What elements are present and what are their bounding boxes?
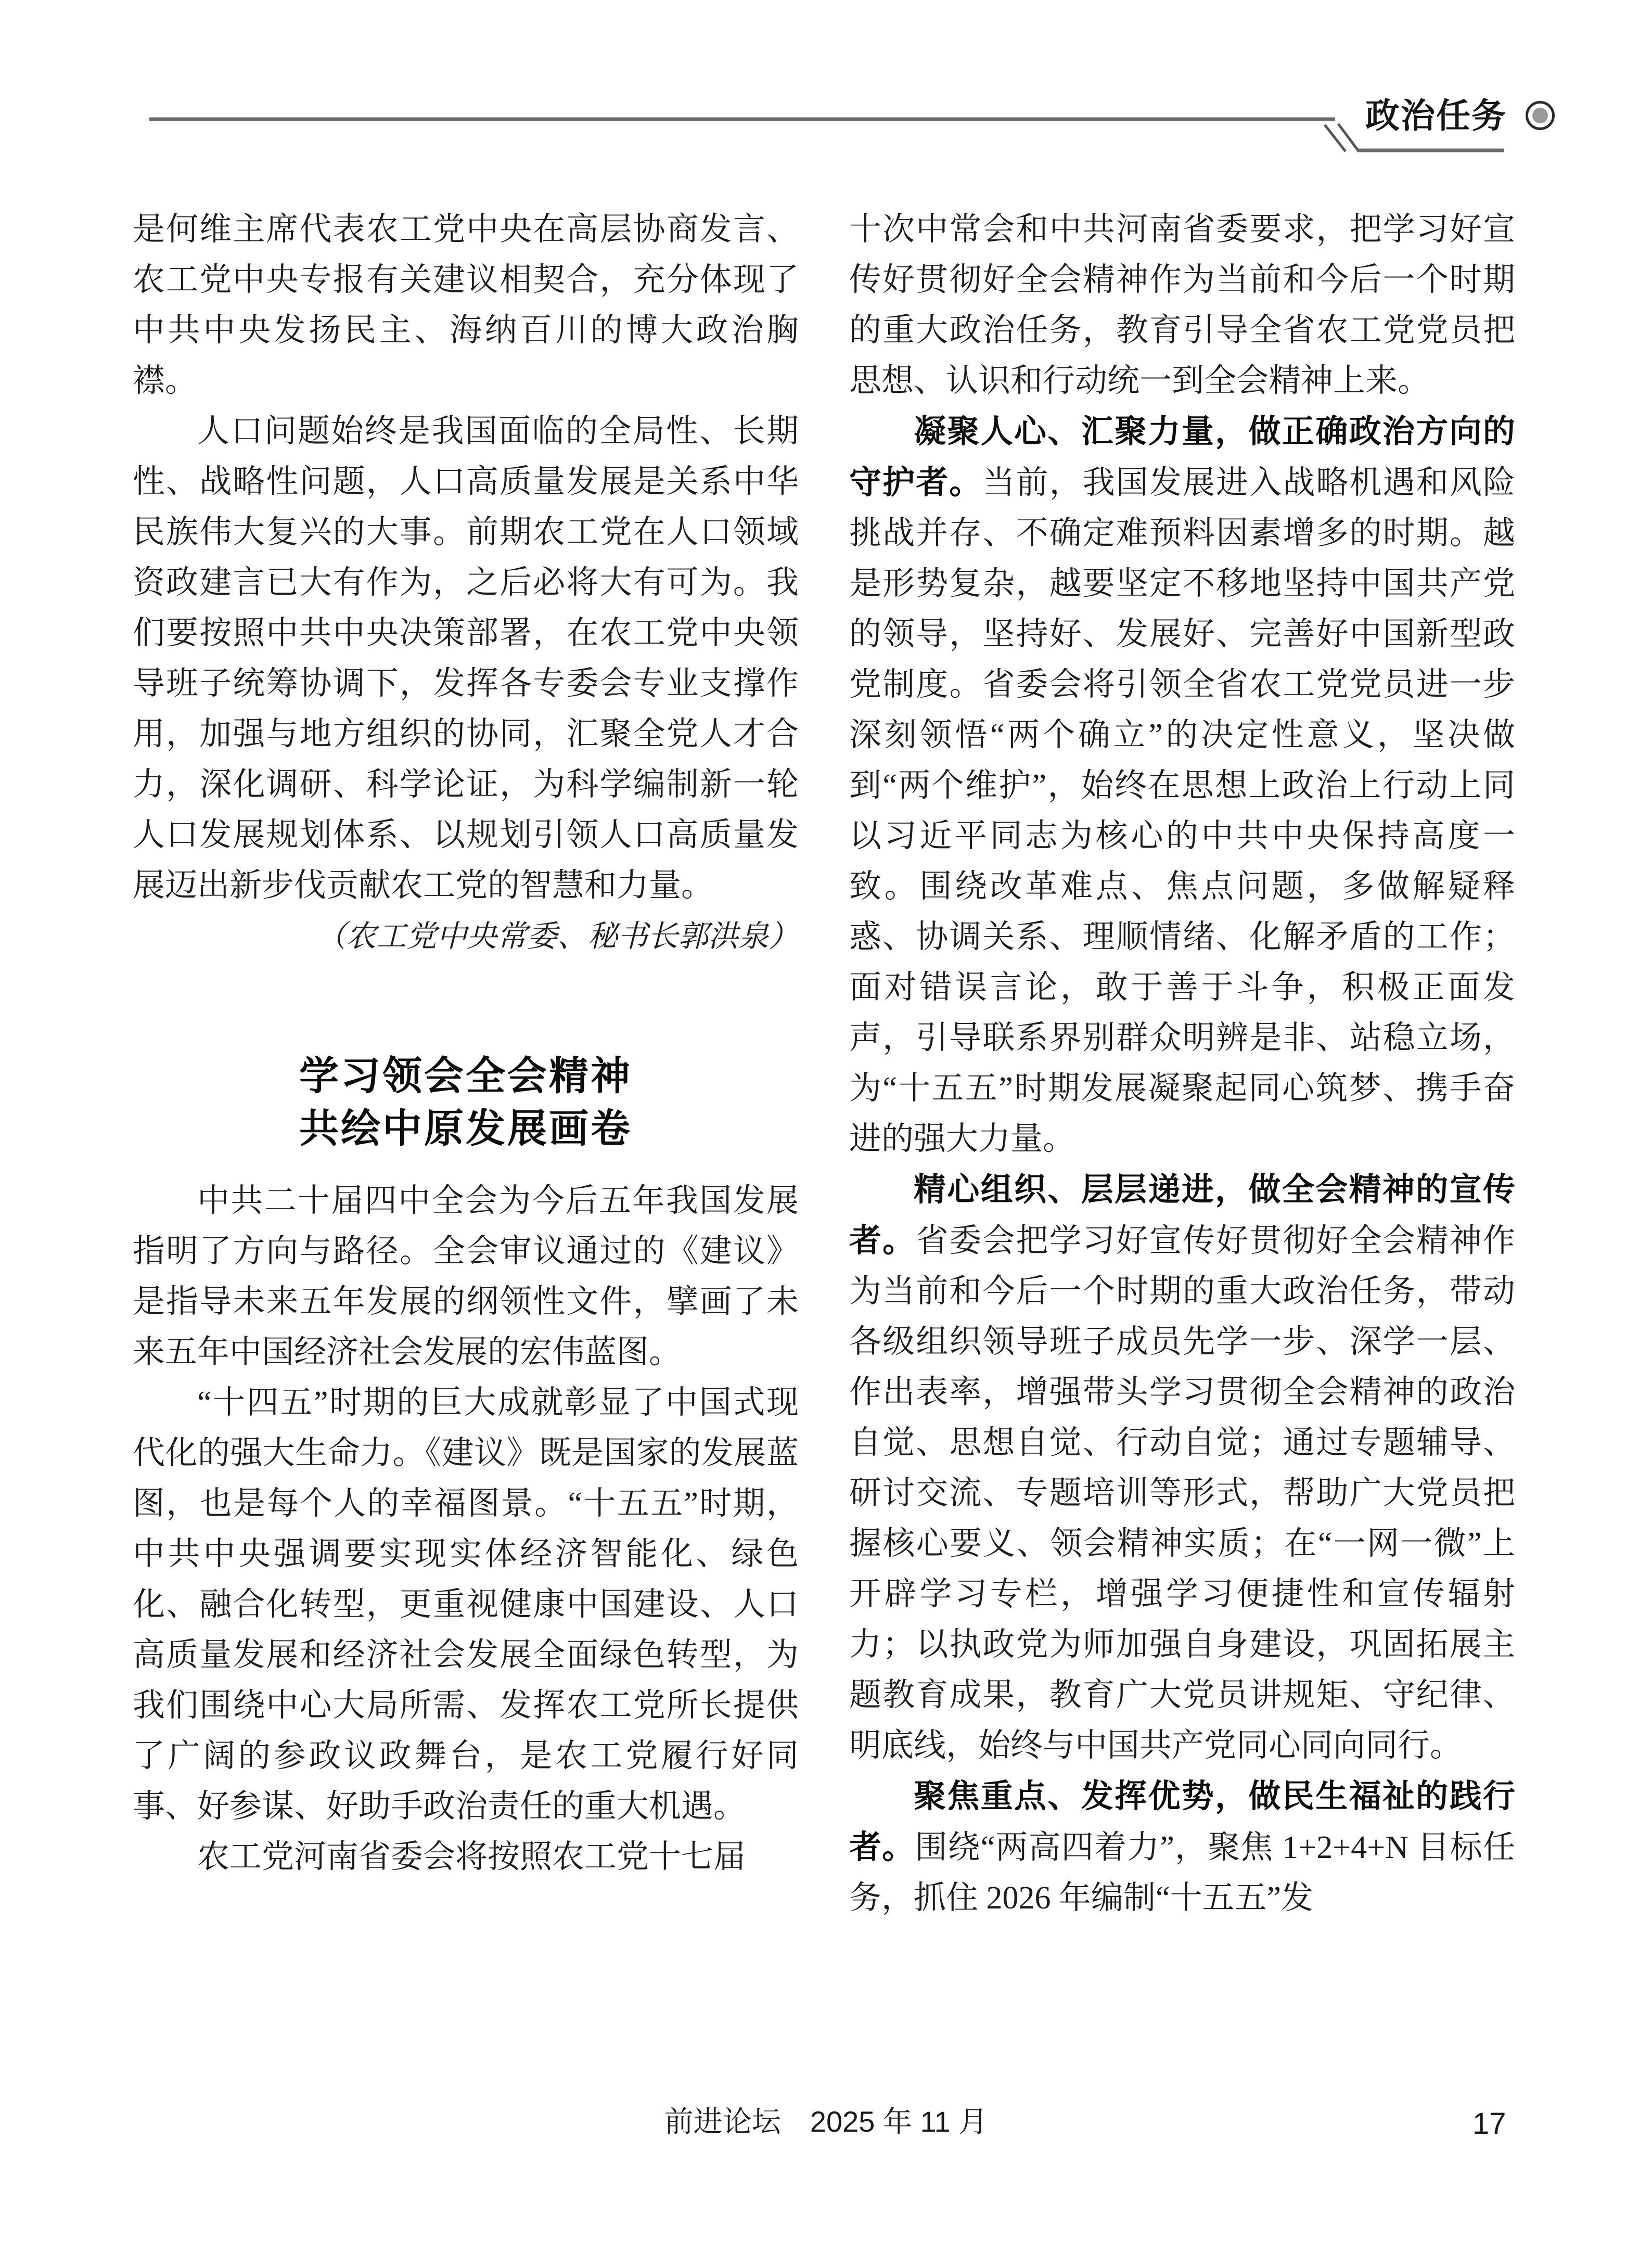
section-title: 政治任务 [1365, 95, 1507, 136]
section-bullseye-icon [1526, 101, 1555, 130]
author-signature: （农工党中央常委、秘书长郭洪泉） [315, 919, 799, 953]
issue-date: 2025 年 11 月 [810, 2105, 988, 2138]
paragraph-bold-lead: 凝聚人心、汇聚力量，做正确政治方向的守护者。 [849, 414, 1515, 501]
right-column [849, 204, 1515, 1924]
bullseye-dot [1532, 108, 1548, 123]
article-heading-line1: 学习领会全会精神 [299, 1054, 632, 1098]
article-heading [133, 1050, 799, 1155]
paragraph-bold-lead: 聚焦重点、发挥优势，做民生福祉的践行者。 [849, 1778, 1515, 1865]
paragraph [849, 406, 1515, 1164]
left-column [133, 204, 799, 1882]
footer [664, 2106, 988, 2137]
paragraph: 十次中常会和中共河南省委要求，把学习好宣传好贯彻好全会精神作为当前和今后一个时期的重大政治任务，教育引导全省农工党党员把思想、认识和行动统一到全会精神上来。 [849, 212, 1515, 399]
paragraph: 人口问题始终是我国面临的全局性、长期性、战略性问题，人口高质量发展是关系中华民族伟大复兴的大事。前期农工党在人口领域资政建言已大有作为，之后必将大有可为。我们要按照中共中央决策部署，在农工党中央领导班子统筹协调下，发挥各专委会专业支撑作用，加强与地方组织的协同，汇聚全党人才合力，深化调研、科学论证，为科学编制新一轮人口发展规划体系、以规划引领人口高质量发展迈出新步伐贡献农工党的智慧和力量。 [133, 414, 799, 903]
paragraph [849, 1771, 1515, 1924]
paragraph-body: 当前，我国发展进入战略机遇和风险挑战并存、不确定难预料因素增多的时期。越是形势复杂，越要坚定不移地坚持中国共产党的领导，坚持好、发展好、完善好中国新型政党制度。省委会将引领全省农工党党员进一步深刻领悟“两个确立”的决定性意义，坚决做到“两个维护”，始终在思想上政治上行动上同以习近平同志为核心的中共中央保持高度一致。围绕改革难点、焦点问题，多做解疑释惑、协调关系、理顺情绪、化解矛盾的工作；面对错误言论，敢于善于斗争，积极正面发声，引导联系界别群众明辨是非、站稳立场，为“十五五”时期发展凝聚起同心筑梦、携手奋进的强大力量。 [849, 465, 1515, 1157]
paragraph: 中共二十届四中全会为今后五年我国发展指明了方向与路径。全会审议通过的《建议》是指导未来五年发展的纲领性文件，擘画了未来五年中国经济社会发展的宏伟蓝图。 [133, 1183, 799, 1370]
paragraph-body: 围绕“两高四着力”，聚焦 1+2+4+N 目标任务，抓住 2026 年编制“十五五”发 [849, 1830, 1515, 1916]
journal-title: 前进论坛 [664, 2105, 781, 2138]
paragraph: 是何维主席代表农工党中央在高层协商发言、农工党中央专报有关建议相契合，充分体现了中共中央发扬民主、海纳百川的博大政治胸襟。 [133, 212, 799, 399]
paragraph-body: 省委会把学习好宣传好贯彻好全会精神作为当前和今后一个时期的重大政治任务，带动各级组织领导班子成员先学一步、深学一层、作出表率，增强带头学习贯彻全会精神的政治自觉、思想自觉、行动自觉；通过专题辅导、研讨交流、专题培训等形式，帮助广大党员把握核心要义、领会精神实质；在“一网一微”上开辟学习专栏，增强学习便捷性和宣传辐射力；以执政党为师加强自身建设，巩固拓展主题教育成果，教育广大党员讲规矩、守纪律、明底线，始终与中国共产党同心同向同行。 [849, 1223, 1515, 1763]
header-rule-lines [0, 0, 1652, 177]
paragraph-bold-lead: 精心组织、层层递进，做全会精神的宣传者。 [849, 1172, 1515, 1259]
page-number: 17 [1472, 2107, 1506, 2141]
paragraph [849, 1164, 1515, 1771]
article-heading-line2: 共绘中原发展画卷 [299, 1107, 632, 1151]
paragraph: “十四五”时期的巨大成就彰显了中国式现代化的强大生命力。《建议》既是国家的发展蓝图，也是每个人的幸福图景。“十五五”时期，中共中央强调要实现实体经济智能化、绿色化、融合化转型，更重视健康中国建设、人口高质量发展和经济社会发展全面绿色转型，为我们围绕中心大局所需、发挥农工党所长提供了广阔的参政议政舞台，是农工党履行好同事、好参谋、好助手政治责任的重大机遇。 [133, 1385, 799, 1824]
paragraph: 农工党河南省委会将按照农工党十七届 [197, 1839, 746, 1875]
